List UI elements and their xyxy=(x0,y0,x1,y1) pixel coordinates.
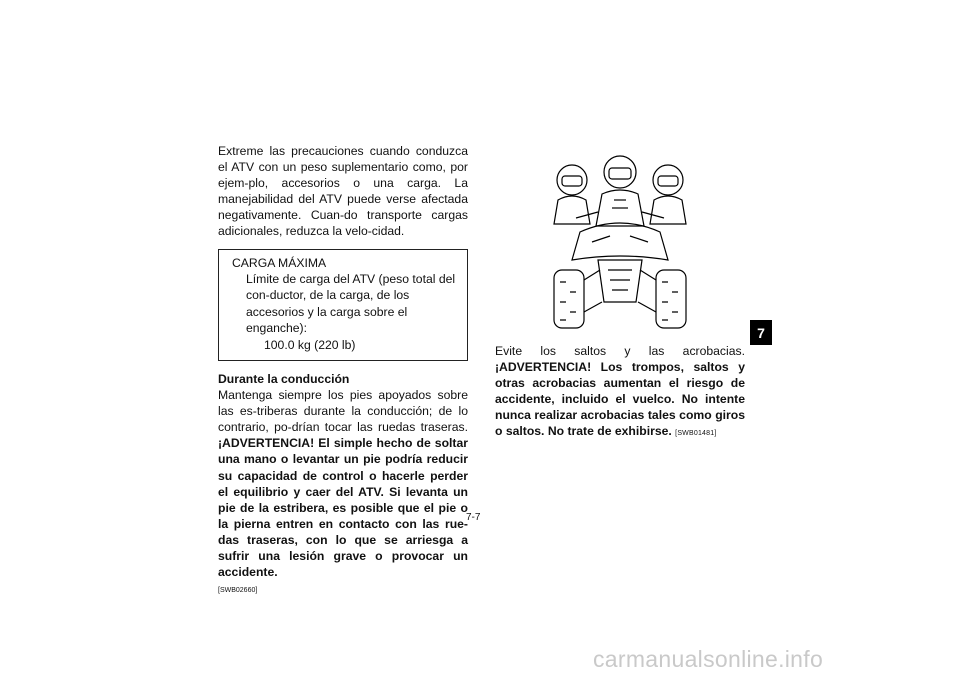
jumps-warning-code: [SWB01481] xyxy=(675,430,717,438)
left-column xyxy=(218,143,468,599)
max-load-box xyxy=(218,249,468,361)
jumps-warning: ¡ADVERTENCIA! Los trompos, saltos y otras acrobacias aumentan el riesgo de accidente, incluido el vuelco. No intente nunca realizar acrobacias tales como giros o saltos. No trate de exhibirse. xyxy=(495,360,745,439)
max-load-title: CARGA MÁXIMA xyxy=(232,255,327,270)
max-load-value: 100.0 kg (220 lb) xyxy=(264,337,356,352)
jumps-paragraph xyxy=(495,343,745,443)
atv-body xyxy=(572,223,668,260)
warning-code: [SWB02660] xyxy=(218,587,258,595)
front-right-wheel xyxy=(656,270,686,328)
intro-paragraph: Extreme las precauciones cuando conduzca el ATV con un peso suplementario como, por ejem-plo, accesorios o una carga. La manejabilidad del ATV puede verse afectada negativamente. Cuan-do transporte cargas adicionales, reduzca la velo-cidad. xyxy=(218,144,468,239)
riding-warning: ¡ADVERTENCIA! El simple hecho de soltar una mano o levantar un pie podría reducir su capacidad de control o hacerle perder el equilibrio y caer del ATV. Si levanta un pie de la estribera, es posible que el pie o la pierna entren en contacto con las rue-das traseras, con lo que se arriesga a sufrir una lesión grave o provocar un accidente. xyxy=(218,436,468,580)
right-column xyxy=(495,343,745,443)
front-left-wheel xyxy=(554,270,584,328)
jumps-text: Evite los saltos y las acrobacias. xyxy=(495,344,745,358)
page-number: 7-7 xyxy=(466,512,481,523)
watermark: carmanualsonline.info xyxy=(593,646,824,672)
section-heading: Durante la conducción xyxy=(218,372,350,386)
riding-paragraph xyxy=(218,387,468,599)
chapter-tab: 7 xyxy=(750,320,772,345)
atv-riders-illustration xyxy=(540,152,700,337)
max-load-description: Límite de carga del ATV (peso total del con-ductor, de la carga, de los accesorios y la carga sobre el enganche): xyxy=(246,271,456,336)
riding-text: Mantenga siempre los pies apoyados sobre las es-triberas durante la conducción; de lo contrario, po-drían tocar las ruedas traseras. xyxy=(218,388,468,435)
